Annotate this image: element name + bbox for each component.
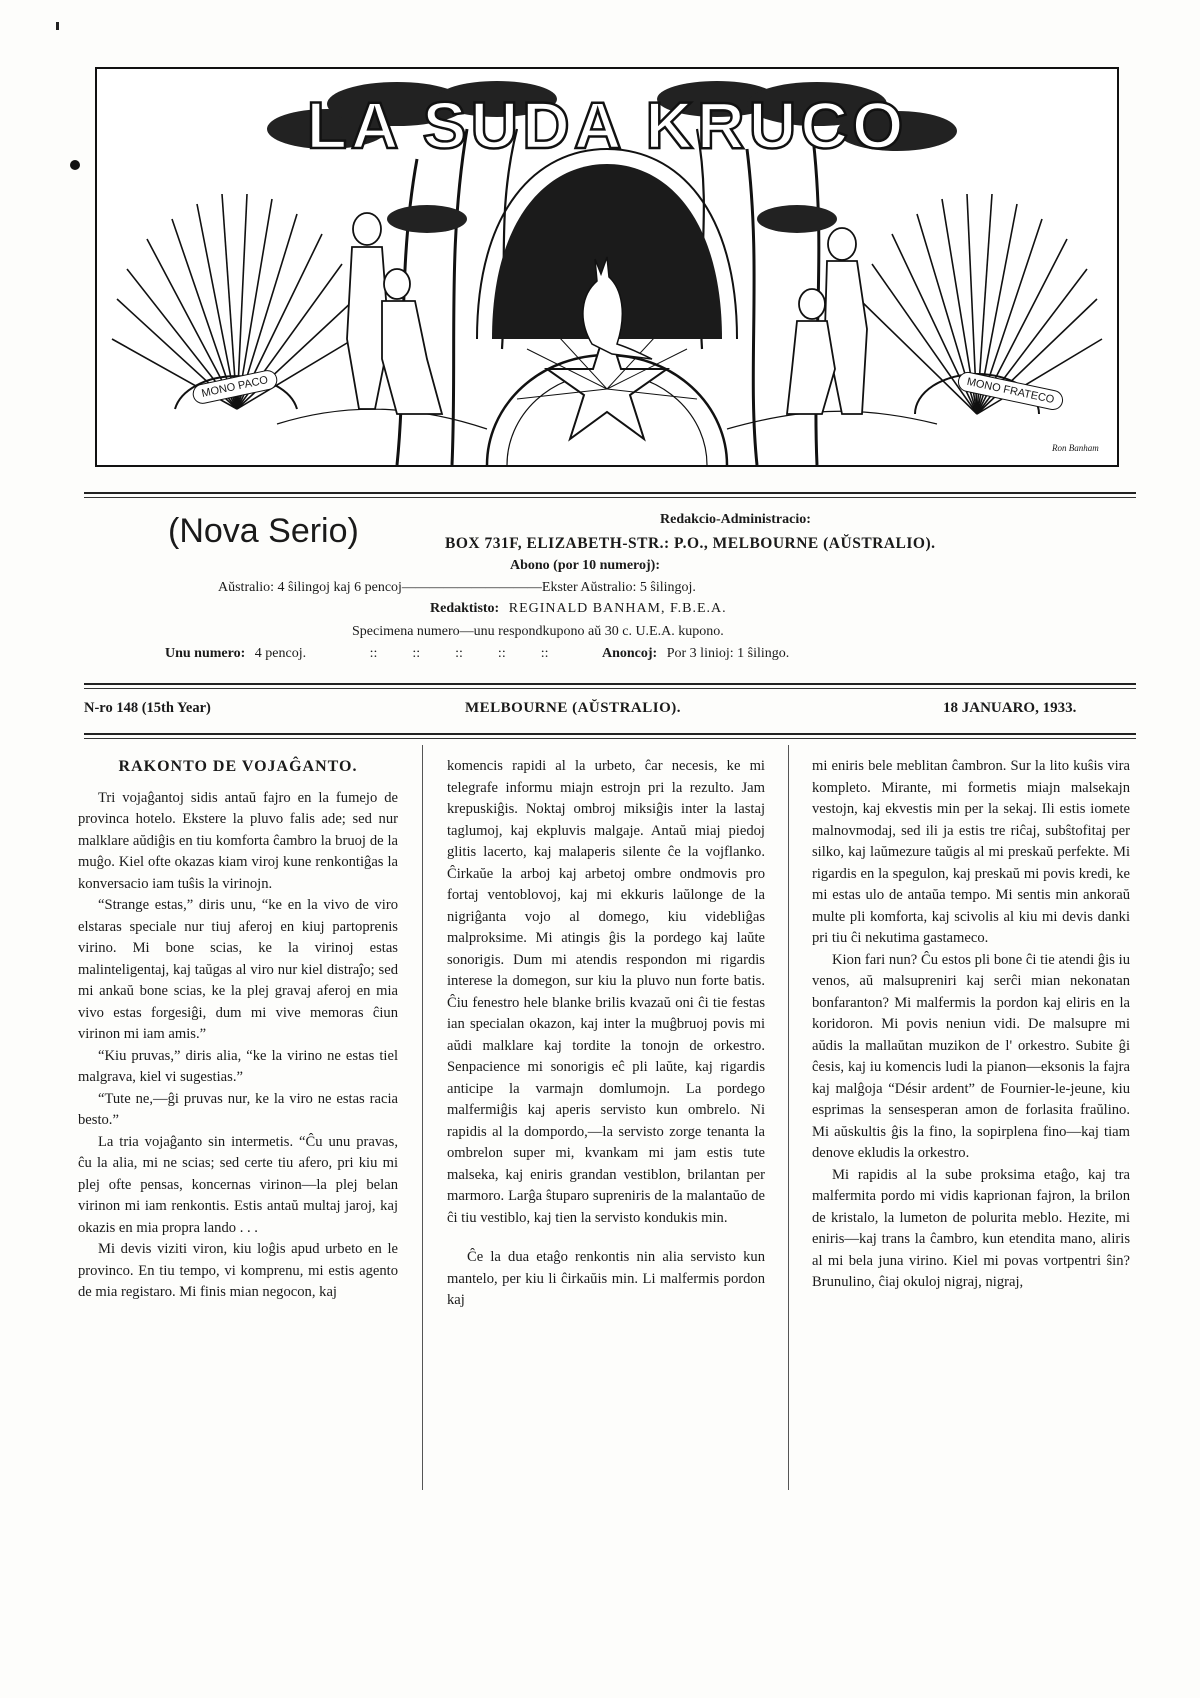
series-label: (Nova Serio)	[168, 512, 359, 550]
paragraph: Ĉe la dua etaĝo renkontis nin alia servisto kun mantelo, per kiu li ĉirkaŭis min. Li malfermis pordon kaj	[447, 1249, 765, 1308]
masthead-illustration	[95, 67, 1119, 467]
address: BOX 731F, ELIZABETH-STR.: P.O., MELBOURNE (AŬSTRALIO).	[445, 535, 936, 552]
artist-signature: Ron Banham	[1052, 443, 1099, 453]
article-column-1	[78, 756, 398, 1304]
issue-rule-bottom	[84, 733, 1136, 735]
header-rule-top-thin	[84, 497, 1136, 498]
article-column-2	[447, 756, 765, 1312]
paragraph: La tria vojaĝanto sin intermetis. “Ĉu unu pravas, ĉu la alia, mi ne scias; sed certe tiu afero, pri kiu mi plej ofte pensas, koncernas virinon—la plej belan virinon mi iam renkontis. Estis antaŭ multaj jaroj, kaj okazis en mia propra lando . . .	[78, 1133, 398, 1236]
unu-numero-label: Unu numero:	[165, 646, 246, 661]
abono-label: Abono (por 10 numeroj):	[510, 558, 660, 573]
column-divider-1	[422, 745, 423, 1490]
abono-prices: Aŭstralio: 4 ŝilingoj kaj 6 pencoj——————————Ekster Aŭstralio: 5 ŝilingoj.	[218, 580, 696, 595]
redaktisto-line	[430, 601, 727, 617]
ink-mark	[56, 22, 59, 30]
paragraph: Mi rapidis al la sube proksima etaĝo, kaj tra malfermita pordo mi vidis kaprionan fajron, la brilon de kristalo, la lumeton de polurita meblo. Hezite, mi eniris—kaj trans la ĉambro, kun etendita mano, aliris al mi bela juna virino. Kiel mi povas vortpentri ŝin? Brunulino, ĉiaj okuloj nigraj, nigraj,	[812, 1166, 1130, 1290]
issue-date: 18 JANUARO, 1933.	[943, 700, 1077, 716]
price-line	[165, 646, 1075, 662]
issue-place: MELBOURNE (AŬSTRALIO).	[465, 700, 682, 716]
left-badge: MONO PACO	[191, 368, 279, 405]
paragraph: “Strange estas,” diris unu, “ke en la vivo de viro elstaras speciale nur tiuj aferoj en kiuj partoprenis virino. Mi bone scias, ke la virinoj estas malinteligentaj, kaj taŭgas al viro nur kiel distraĵo; sed mi ankaŭ bone scias, ke la plej gravaj aferoj en mia vivo estas forgesiĝi, dum mi vive memoras ĉiun virinon mi iam amis.”	[78, 897, 398, 1042]
paragraph: “Kiu pruvas,” diris alia, “ke la virino ne estas tiel malgrava, kiel vi sugestias.”	[78, 1047, 398, 1085]
paragraph: mi eniris bele meblitan ĉambron. Sur la lito kuŝis vira kompleto. Mirante, mi formetis miajn malsekajn vestojn, kaj ekvestis min per la sekaj. Ili estis iomete malnovmodaj, sed ili ja estis tre riĉaj, subŝtofitaj per silko, kaj laŭmezure taŭgis al mi preskaŭ perfekte. Mi rigardis en la spegulon, kaj preskaŭ mi povis kredi, ke mi estas ulo de antaŭa tempo. Mi sentis min ankoraŭ multe pli komforta, kaj scivolis al kiu mi devis danki pri tiu ĉi nekutima gastameco.	[812, 758, 1130, 946]
issue-number: N-ro 148 (15th Year)	[84, 700, 211, 716]
issue-rule-bottom-thin	[84, 738, 1136, 739]
header-rule-top	[84, 492, 1136, 494]
paragraph: komencis rapidi al la urbeto, ĉar necesis, ke mi telegrafe informu miajn estrojn pri la rezulto. Jam krepuskiĝis. Noktaj ombroj miksiĝis inter la lastaj taglumoj, kaj ekpluvis malgaje. Antaŭ miaj piedoj glitis lacerto, kaj malaperis silente ĉe la vojflanko. Ĉirkaŭe la arboj kaj arbetoj ombre ondmovis pro fortaj ventoblovoj, kaj mi ekkuris laŭlonge de la nigriĝanta vojo al domego, kiu videbliĝas malproksime. Mi atingis ĝis la pordego kaj laŭte sonorigis. Dum mi atendis respondon mi rigardis interese la domegon, sur kiu la pluvo nun forte batis. Ĉiu fenestro hele blanke brilis kvazaŭ oni ĉi tie festas ian specialan okazon, kaj inter la muĝbruoj povis mi aŭdi malklare kaj tordite la tonojn de orkestro. Senpacience mi sonorigis eĉ pli laŭte, kaj rigardis anticipe la varmajn domlumojn. La pordego malfermiĝis kaj aperis servisto kun ombrelo. Ni rapidis al la dompordo,—la servisto zorge tenanta la ombrelon super mi, kvankam mi jam estis tute malseka, kaj eniris grandan vestiblon, brilantan per marmoro. Larĝa ŝtuparo supreniris de la malantaŭo de ĉi tiu vestiblo, kaj tien la servisto kondukis min.	[447, 758, 765, 1226]
ink-speck	[70, 160, 80, 170]
column-divider-2	[788, 745, 789, 1490]
article-column-3	[812, 756, 1130, 1294]
redaktisto-label: Redaktisto:	[430, 601, 500, 616]
unu-numero-value: 4 pencoj.	[254, 646, 307, 661]
issue-rule-top	[84, 683, 1136, 685]
paragraph: “Tute ne,—ĝi pruvas nur, ke la viro ne estas racia besto.”	[78, 1090, 398, 1128]
right-badge: MONO FRATECO	[956, 370, 1065, 412]
redaktisto-name: REGINALD BANHAM, F.B.E.A.	[508, 601, 727, 616]
separator-marks: :: :: :: :: ::	[369, 646, 549, 661]
specimena-line: Specimena numero—unu respondkupono aŭ 30 c. U.E.A. kupono.	[352, 624, 724, 639]
paragraph: Kion fari nun? Ĉu estos pli bone ĉi tie atendi ĝis iu venos, aŭ malsupreniri kaj serĉi mian nekonatan bonfaranton? Mi malfermis la pordon kaj eliris en la koridoron. Mi povis neniun vidi. De malsupre mi aŭdis la mallaŭtan muzikon de l' orkestro. Subite ĝi ĉesis, kaj iu komencis ludi la pianon—eksonis la fajra kaj malĝoja “Désir ardent” de Fournier-le-jeune, kiu esprimas la sensesperan amon de forlasita fraŭlino. Mi aŭskultis ĝis la fino, la sopirplena fino—kaj tiam denove ekludis la orkestro.	[812, 951, 1130, 1161]
paragraph: Mi devis viziti viron, kiu loĝis apud urbeto en le provinco. En tiu tempo, vi komprenu, mi estis agento de mia registaro. Mi finis mian negocon, kaj	[78, 1241, 398, 1300]
newspaper-title: LA SUDA KRUCO	[306, 88, 908, 162]
redakcio-label: Redakcio-Administracio:	[660, 512, 811, 527]
anoncoj	[602, 646, 789, 661]
issue-rule-top-thin	[84, 688, 1136, 689]
paragraph: Tri vojaĝantoj sidis antaŭ fajro en la fumejo de provinca hotelo. Ekstere la pluvo falis ade; sed nur malklare aŭdiĝis en tiu komforta ĉambro la bruoj de la muĝo. Kiel ofte okazas kiam viroj kune renkontiĝas la konversacio iam tuŝis la virinojn.	[78, 789, 398, 892]
anoncoj-label: Anoncoj:	[602, 646, 658, 661]
article-title: RAKONTO DE VOJAĜANTO.	[118, 758, 358, 775]
anoncoj-value: Por 3 linioj: 1 ŝilingo.	[666, 646, 790, 661]
